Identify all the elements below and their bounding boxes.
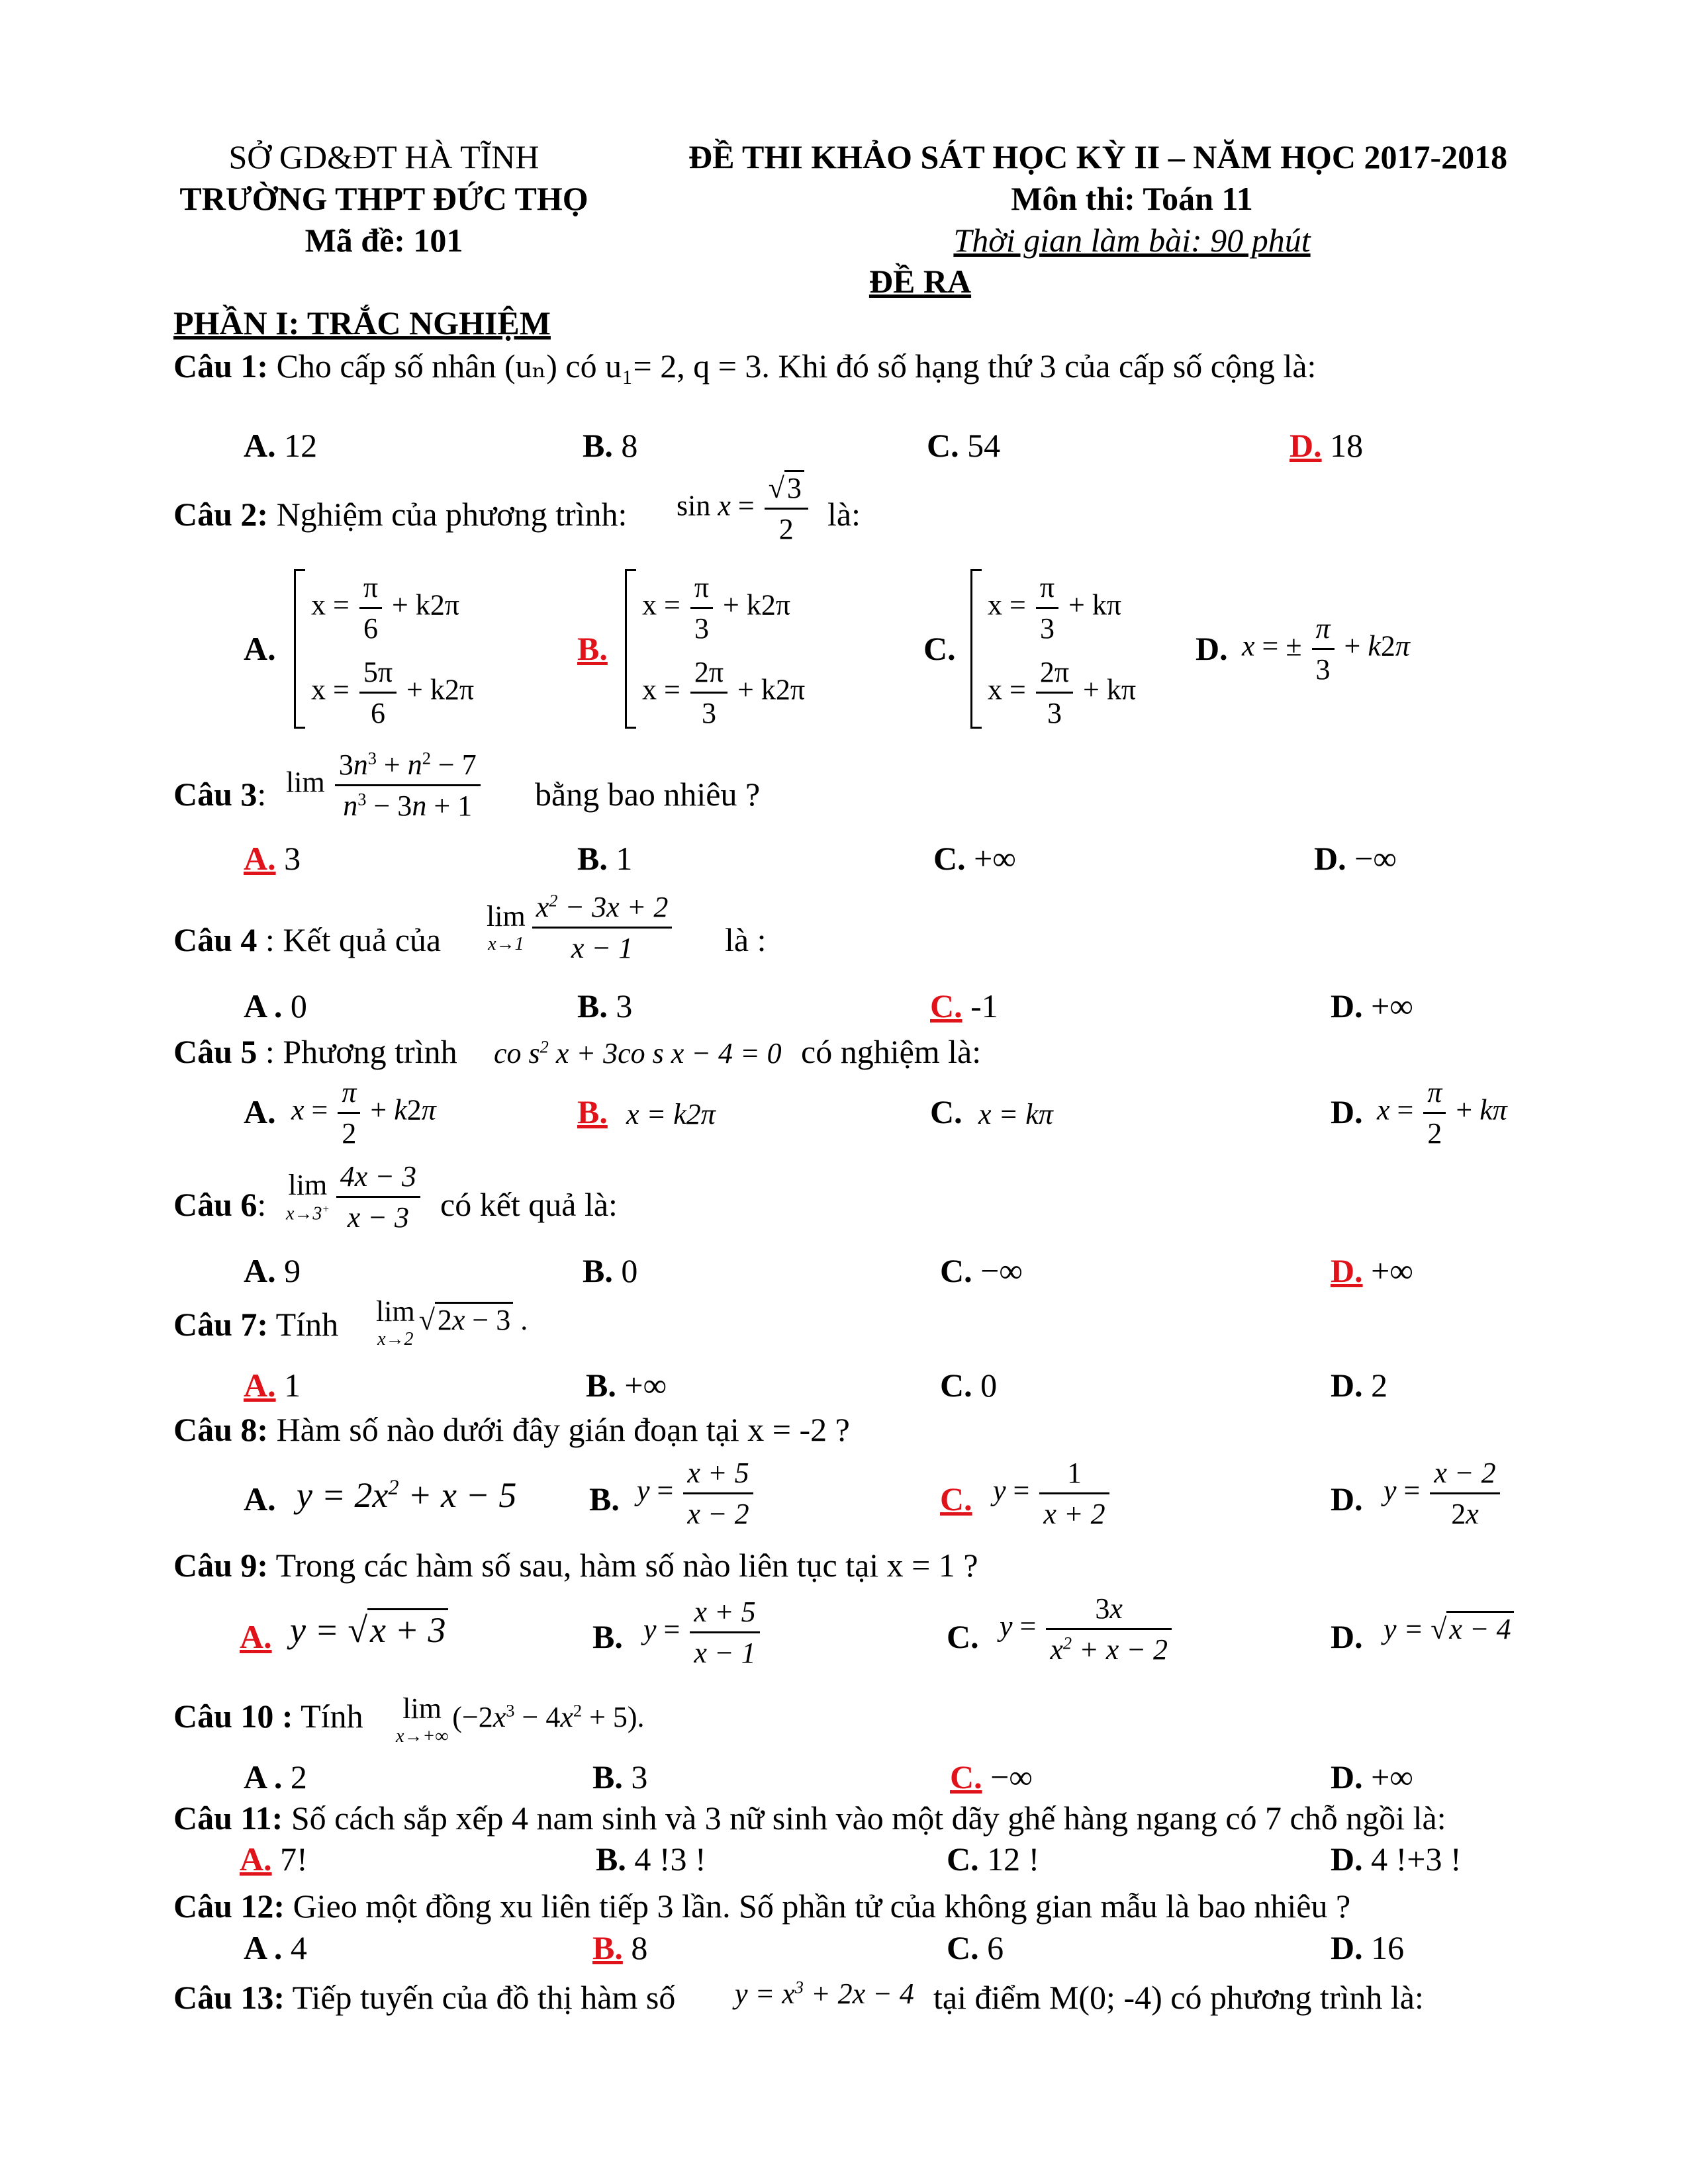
option-b[interactable]: B. [592, 1618, 623, 1655]
option-b-line2: x = $\frac{2\pi}{3}$ + k2π [642, 656, 806, 729]
option-d-correct[interactable]: D. +∞ [1331, 1252, 1413, 1289]
limit-expression: lim x→2 √2x − 3 . [376, 1295, 528, 1349]
option-b-correct[interactable]: B. [577, 1093, 608, 1130]
option-c-formula: y = $\frac{3x}{x^2 + x - 2}$ [1000, 1592, 1174, 1666]
option-b[interactable]: B. 4 !3 ! [596, 1841, 706, 1878]
option-a[interactable]: A. 9 [244, 1252, 301, 1289]
option-c[interactable]: C. +∞ [933, 840, 1016, 877]
question-2-suffix: là: [827, 496, 861, 533]
bracket [625, 569, 636, 729]
option-c[interactable]: C. [930, 1093, 962, 1130]
option-b-correct[interactable]: B. 8 [592, 1929, 648, 1966]
option-c-correct[interactable]: C. -1 [930, 987, 998, 1024]
option-a[interactable]: A . 2 [244, 1758, 307, 1796]
option-d[interactable]: D. [1331, 1618, 1363, 1655]
question-12: Câu 12: Gieo một đồng xu liên tiếp 3 lần. Số phần tử của không gian mẫu là bao nhiêu ? [173, 1888, 1351, 1925]
option-a-formula: $y = 2x^2 + x - 5$ [297, 1475, 517, 1515]
question-8: Câu 8: Hàm số nào dưới đây gián đoạn tại x = -2 ? [173, 1411, 850, 1448]
option-b[interactable]: B. 3 [577, 987, 633, 1024]
limit-expression: lim x→1 $\frac{x^2 - 3x + 2}{x - 1}$ [487, 890, 675, 965]
option-a[interactable]: A. [244, 1093, 276, 1130]
option-b[interactable]: B. 3 [592, 1758, 648, 1796]
option-b[interactable]: B. +∞ [586, 1367, 667, 1404]
function-expression: $y = x^3 + 2x - 4$ [735, 1977, 914, 2010]
option-d-formula: x = $\frac{\pi}{2}$ + kπ [1377, 1076, 1507, 1150]
option-c[interactable]: C. 54 [927, 427, 1001, 464]
heading: ĐỀ RA [868, 263, 972, 300]
option-b[interactable]: B. [589, 1480, 620, 1518]
option-d[interactable]: D. +∞ [1331, 1758, 1413, 1796]
question-5: Câu 5 : Phương trình [173, 1033, 457, 1070]
question-4: Câu 4 : Kết quả của [173, 921, 442, 958]
option-a[interactable]: A . 4 [244, 1929, 307, 1966]
equation-sin: sin x = $\frac{√3}{2}$ [677, 471, 811, 546]
option-a[interactable]: A . 0 [244, 987, 307, 1024]
question-9: Câu 9: Trong các hàm số sau, hàm số nào liên tục tại x = 1 ? [173, 1547, 978, 1584]
option-a-correct[interactable]: A. 3 [244, 840, 301, 877]
subject: Môn thi: Toán 11 [1011, 180, 1253, 217]
question-3: Câu 3: [173, 776, 267, 813]
exam-code: Mã đề: 101 [305, 222, 463, 259]
school-name: TRƯỜNG THPT ĐỨC THỌ [179, 180, 588, 217]
option-a-correct[interactable]: A. 7! [240, 1841, 308, 1878]
option-d[interactable]: D. +∞ [1331, 987, 1413, 1024]
limit-expression: lim $\frac{3n^3 + n^2 - 7}{n^3 - 3n + 1}$ [286, 748, 483, 823]
option-b[interactable]: B. 0 [583, 1252, 638, 1289]
bracket [294, 569, 305, 729]
limit-expression: lim x→3+ $\frac{4x - 3}{x - 3}$ [286, 1160, 423, 1234]
option-c-correct[interactable]: C. −∞ [950, 1758, 1033, 1796]
option-c[interactable]: C. 12 ! [947, 1841, 1040, 1878]
option-d[interactable]: D. −∞ [1314, 840, 1397, 877]
option-a-line1: x = $\frac{\pi}{6}$ + k2π [311, 571, 460, 645]
option-d-formula: y = √x − 4 [1383, 1612, 1514, 1646]
option-d[interactable]: D. 4 !+3 ! [1331, 1841, 1462, 1878]
option-d-formula: x = ± $\frac{\pi}{3}$ + k2π [1242, 612, 1410, 686]
option-a[interactable]: A. [244, 630, 276, 667]
bracket [970, 569, 982, 729]
question-1 [173, 349, 1316, 383]
option-b[interactable]: B. 8 [583, 427, 638, 464]
equation-cos: co $s^2$ x + 3co s x − 4 = 0 [494, 1036, 782, 1069]
option-b-correct[interactable]: B. [577, 630, 608, 667]
limit-expression: lim x→+∞ $(-2x^3 - 4x^2 + 5)$. [396, 1692, 645, 1747]
section-title: PHẦN I: TRẮC NGHIỆM [173, 304, 551, 341]
option-b-formula: x = k2π [626, 1098, 716, 1130]
option-c[interactable]: C. 6 [947, 1929, 1004, 1966]
question-4-suffix: là : [725, 921, 767, 958]
question-text: Cho cấp số nhân (uₙ) có u₁= 2, q = 3. Khi đó số hạng thứ 3 của cấp số cộng là: [268, 347, 1317, 385]
option-c[interactable]: C. 0 [940, 1367, 998, 1404]
question-10: Câu 10 : Tính [173, 1698, 363, 1735]
question-6-suffix: có kết quả là: [440, 1186, 618, 1223]
question-5-suffix: có nghiệm là: [801, 1033, 982, 1070]
option-b-line1: x = $\frac{\pi}{3}$ + k2π [642, 571, 791, 645]
option-d[interactable]: D. 16 [1331, 1929, 1405, 1966]
option-a[interactable]: A. 12 [244, 427, 318, 464]
option-d[interactable]: D. 2 [1331, 1367, 1388, 1404]
option-d-formula: y = $\frac{x - 2}{2x}$ [1383, 1456, 1503, 1531]
question-13: Câu 13: Tiếp tuyến của đồ thị hàm số [173, 1979, 676, 2016]
option-a-line2: x = $\frac{5\pi}{6}$ + k2π [311, 656, 475, 729]
option-a-correct[interactable]: A. [240, 1618, 272, 1655]
question-label: Câu 1: [173, 347, 269, 385]
option-c[interactable]: C. [923, 630, 956, 667]
option-a-formula: x = $\frac{\pi}{2}$ + k2π [291, 1076, 436, 1150]
question-3-suffix: bằng bao nhiêu ? [535, 776, 761, 813]
option-c-correct[interactable]: C. [940, 1480, 972, 1518]
question-11: Câu 11: Số cách sắp xếp 4 nam sinh và 3 nữ sinh vào một dãy ghế hàng ngang có 7 chỗ ngồi là: [173, 1799, 1446, 1837]
option-c[interactable]: C. [947, 1618, 979, 1655]
option-d[interactable]: D. [1196, 630, 1228, 667]
option-d[interactable]: D. [1331, 1480, 1363, 1518]
exam-time: Thời gian làm bài: 90 phút [953, 222, 1311, 259]
option-c-line2: x = $\frac{2\pi}{3}$ + kπ [988, 656, 1137, 729]
question-13-suffix: tại điểm M(0; -4) có phương trình là: [933, 1979, 1424, 2016]
option-c-line1: x = $\frac{\pi}{3}$ + kπ [988, 571, 1122, 645]
option-a[interactable]: A. [244, 1480, 276, 1518]
option-c-formula: y = $\frac{1}{x + 2}$ [993, 1456, 1112, 1531]
question-6: Câu 6: [173, 1186, 267, 1223]
question-2: Câu 2: Nghiệm của phương trình: [173, 496, 628, 533]
option-b[interactable]: B. 1 [577, 840, 633, 877]
option-b-formula: y = $\frac{x + 5}{x - 2}$ [637, 1456, 756, 1531]
department: SỞ GD&ĐT HÀ TĨNH [228, 138, 539, 175]
option-d[interactable]: D. [1331, 1093, 1363, 1130]
option-c[interactable]: C. −∞ [940, 1252, 1023, 1289]
exam-title: ĐỀ THI KHẢO SÁT HỌC KỲ II – NĂM HỌC 2017-2018 [688, 138, 1508, 175]
option-a-correct[interactable]: A. 1 [244, 1367, 301, 1404]
option-c-formula: x = kπ [978, 1098, 1053, 1130]
option-a-formula: y = √x + 3 [290, 1610, 448, 1651]
option-d-correct[interactable]: D. 18 [1289, 427, 1364, 464]
option-b-formula: y = $\frac{x + 5}{x - 1}$ [643, 1595, 763, 1670]
question-7: Câu 7: Tính [173, 1306, 339, 1343]
